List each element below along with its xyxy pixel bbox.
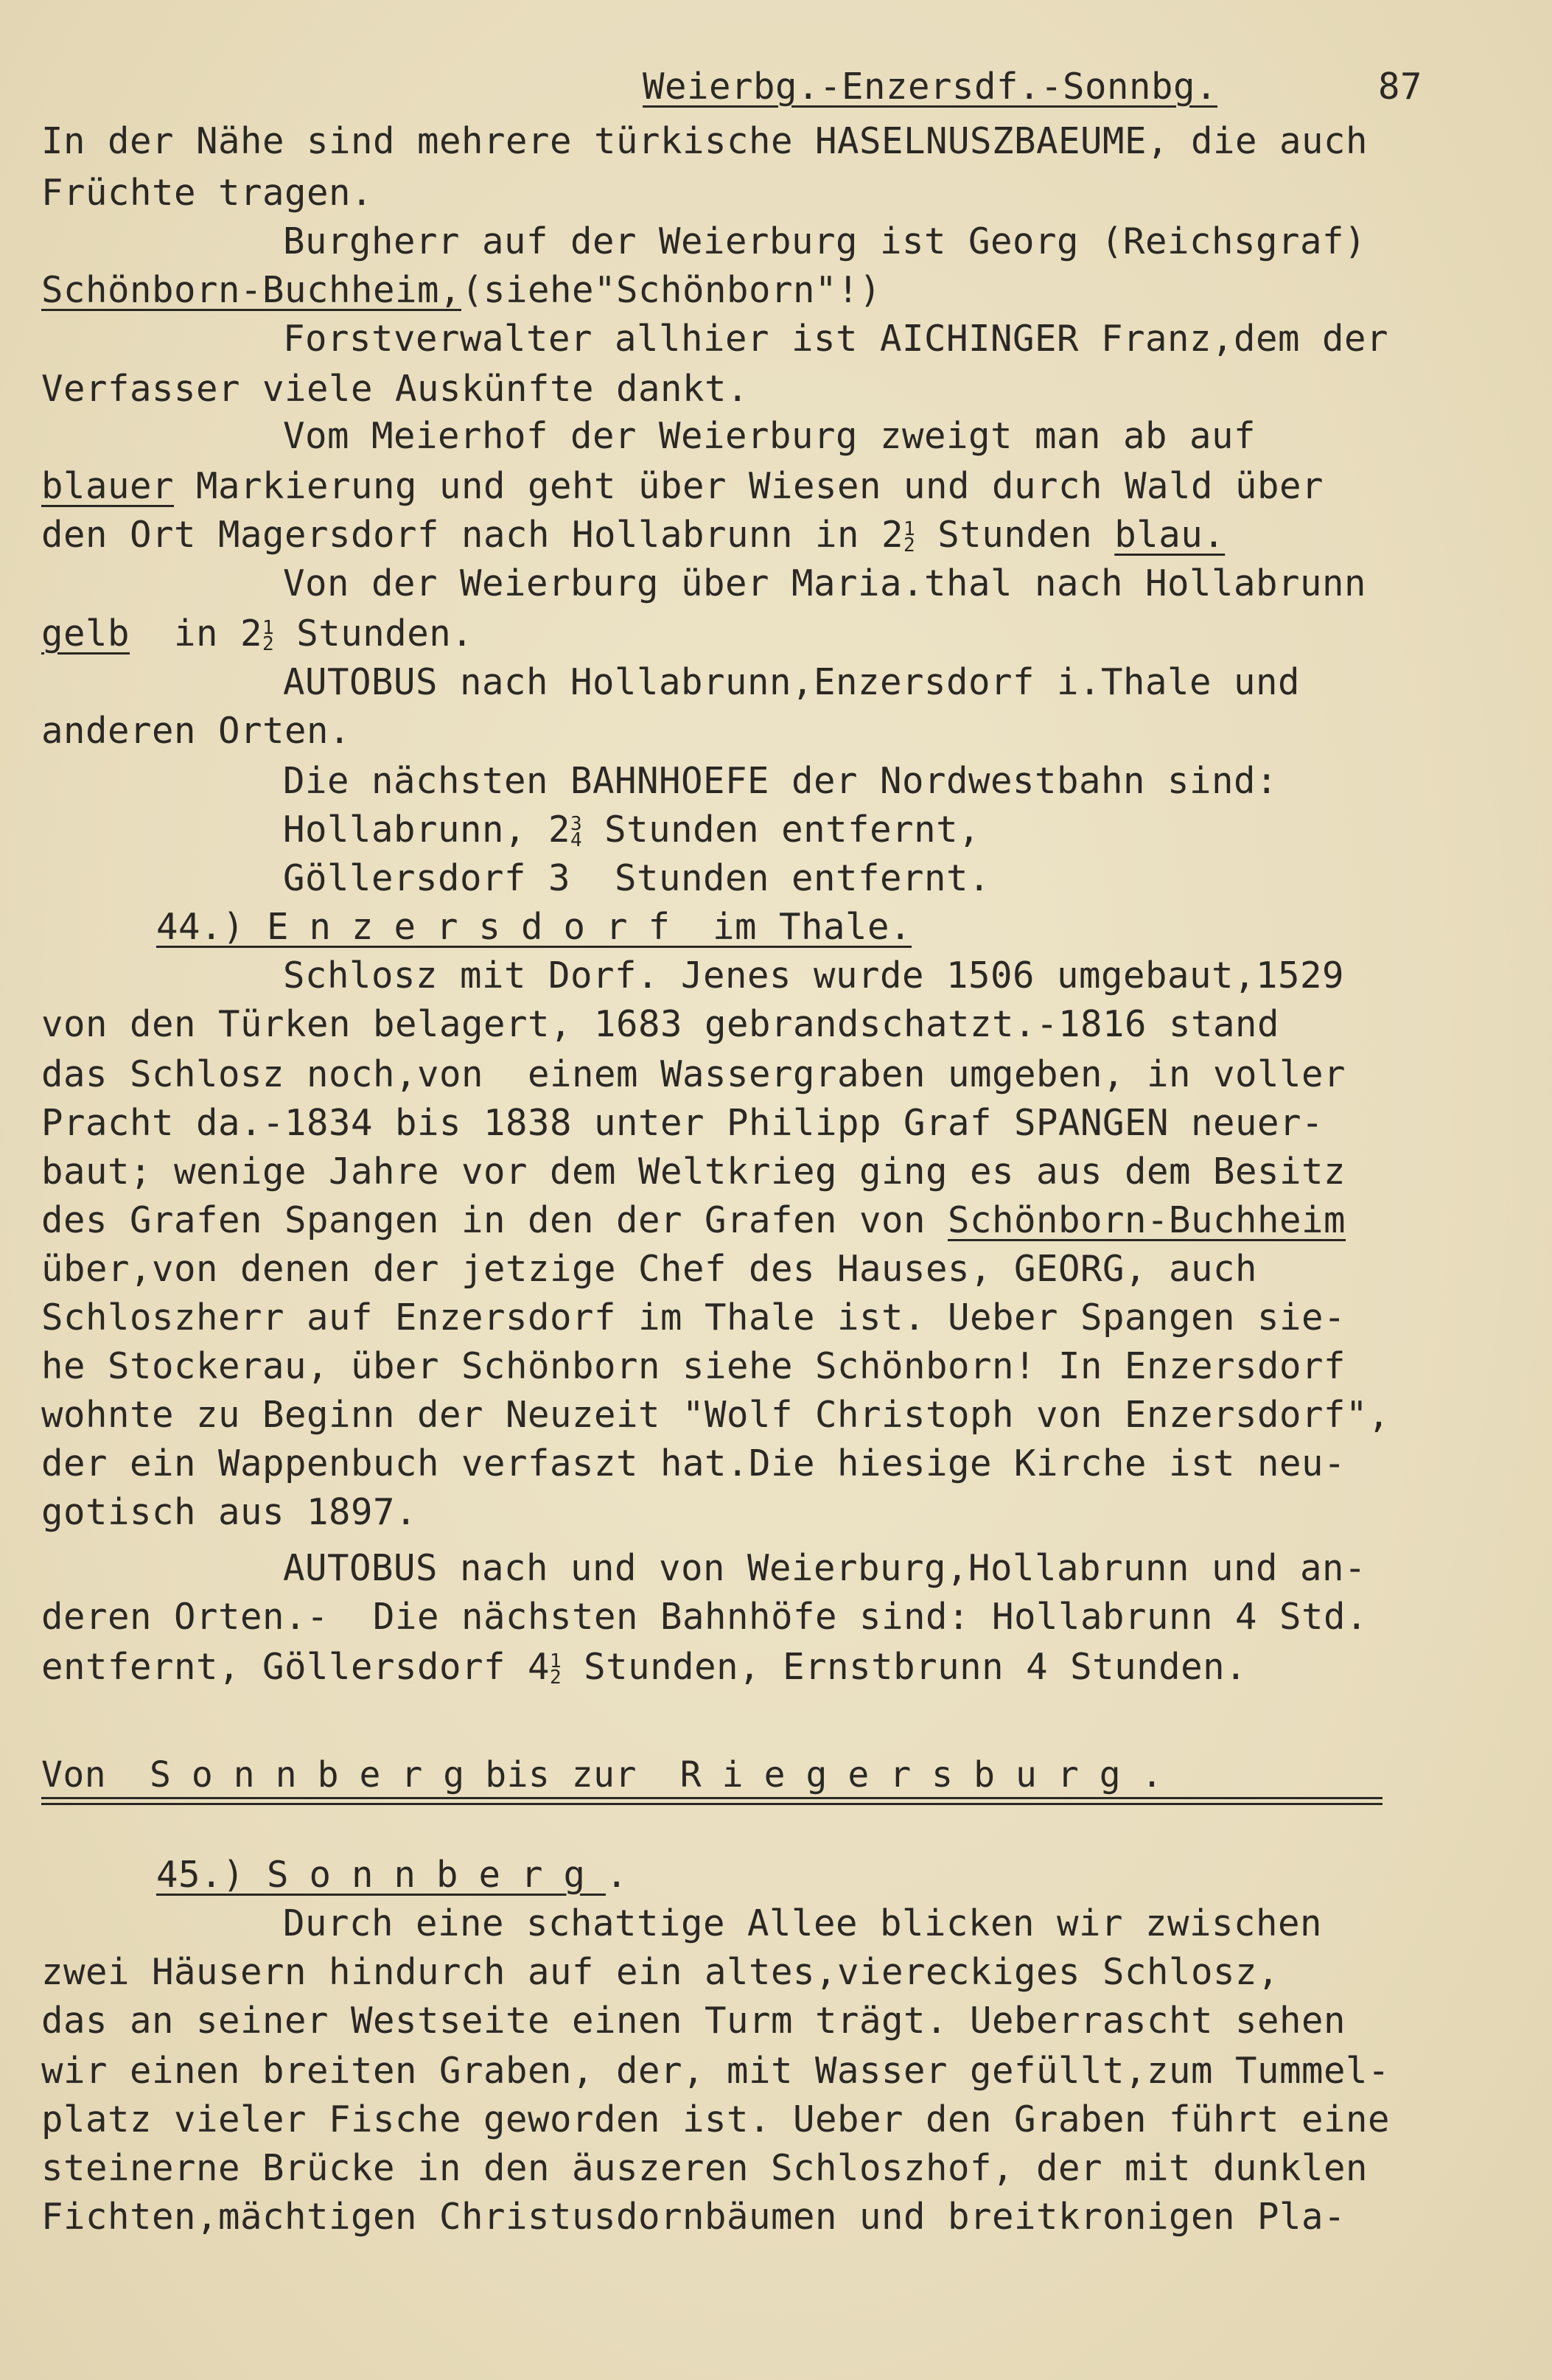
fraction [570,812,583,851]
route-heading-underline-1 [41,1797,1383,1799]
text-line [41,268,881,313]
section-number: 44.) [156,906,268,948]
section-subtitle: im Thale. [691,906,912,948]
text-line: platz vieler Fische geworden ist. Ueber den Graben führt eine [41,2098,1391,2140]
text-fragment: Stunden, Ernstbrunn 4 Stunden. [562,1646,1248,1688]
text-line: der ein Wappenbuch verfaszt hat.Die hiesige Kirche ist neu- [41,1442,1346,1484]
running-title: Weierbg.-Enzersdf.-Sonnbg. [643,66,1218,108]
fraction [550,1650,562,1689]
text-line: Vom Meierhof der Weierburg zweigt man ab auf [283,415,1256,457]
text-fragment: (siehe"Schönborn"!) [461,269,882,311]
text-line: steinerne Brücke in den äuszeren Schloszhof, der mit dunklen [41,2147,1369,2189]
text-line: Pracht da.-1834 bis 1838 unter Philipp Graf SPANGEN neuer- [41,1102,1324,1144]
text-fragment: Stunden. [274,613,474,655]
text-line: he Stockerau, über Schönborn siehe Schönborn! In Enzersdorf [41,1345,1346,1387]
section-number: 45.) [156,1854,268,1896]
section-heading-45 [156,1853,628,1897]
text-line: Forstverwalter allhier ist AICHINGER Franz,dem der [283,318,1389,360]
route-period: . [1141,1754,1164,1796]
text-line: zwei Häusern hindurch auf ein altes,viereckiges Schlosz, [41,1951,1280,1993]
text-line: über,von denen der jetzige Chef des Hauses, GEORG, auch [41,1248,1258,1290]
text-line: baut; wenige Jahre vor dem Weltkrieg ging es aus dem Besitz [41,1151,1346,1193]
route-heading [41,1753,1163,1797]
marking-yellow: gelb [41,613,130,655]
text-line: In der Nähe sind mehrere türkische HASELNUSZBAEUME, die auch [41,120,1369,162]
route-origin: Sonnberg [150,1754,486,1796]
text-fragment: des Grafen Spangen in den der Grafen von [41,1199,948,1241]
text-line [283,808,980,852]
fraction [262,616,275,655]
text-line: Durch eine schattige Allee blicken wir zwischen [283,1902,1323,1944]
page-number: 87 [1378,66,1423,108]
text-fragment: Hollabrunn, 2 [283,809,571,851]
text-line [41,513,1225,557]
text-line: Göllersdorf 3 Stunden entfernt. [283,857,991,899]
text-line: AUTOBUS nach und von Weierburg,Hollabrunn und an- [283,1547,1367,1589]
text-line [41,612,473,656]
text-line: das Schlosz noch,von einem Wassergraben umgeben, in voller [41,1053,1346,1095]
text-line [41,464,1324,509]
text-line: Von der Weierburg über Maria.thal nach Hollabrunn [283,562,1367,604]
text-line: Schlosz mit Dorf. Jenes wurde 1506 umgebaut,1529 [283,955,1345,997]
fraction-numerator: 1 [262,616,275,639]
text-line: Verfasser viele Auskünfte dankt. [41,368,749,410]
text-line: das an seiner Westseite einen Turm trägt. Ueberrascht sehen [41,2000,1346,2042]
section-title: Sonnberg [267,1854,607,1896]
section-title: Enzersdorf [267,906,691,948]
text-line: Die nächsten BAHNHOEFE der Nordwestbahn sind: [283,760,1279,802]
text-line: wir einen breiten Graben, der, mit Wasser gefüllt,zum Tummel- [41,2050,1391,2092]
text-line: deren Orten.- Die nächsten Bahnhöfe sind: Hollabrunn 4 Std. [41,1596,1369,1638]
fraction-numerator: 1 [903,517,916,540]
fraction-denominator: 2 [550,1666,562,1689]
text-line: von den Türken belagert, 1683 gebrandschatzt.-1816 stand [41,1003,1280,1045]
text-fragment: Stunden entfernt, [582,809,981,851]
text-line: Schloszherr auf Enzersdorf im Thale ist. Ueber Spangen sie- [41,1297,1346,1339]
route-to: bis zur [485,1754,637,1796]
underlined-name: Schönborn-Buchheim, [41,269,462,311]
fraction-numerator: 1 [550,1650,562,1672]
fraction-denominator: 4 [570,828,583,851]
text-line: Fichten,mächtigen Christusdornbäumen und breitkronigen Pla- [41,2196,1346,2238]
route-from: Von [41,1754,107,1796]
fraction-denominator: 2 [903,534,916,556]
text-fragment: in 2 [130,613,263,655]
marking-blue: blau. [1114,514,1226,556]
text-line: wohnte zu Beginn der Neuzeit "Wolf Christoph von Enzersdorf", [41,1394,1391,1436]
text-line: Burgherr auf der Weierburg ist Georg (Reichsgraf) [283,220,1367,262]
marking-blue: blauer [41,465,175,507]
fraction [903,517,916,556]
text-line [41,1198,1346,1243]
text-fragment: Markierung und geht über Wiesen und durch Wald über [174,465,1324,507]
underlined-name: Schönborn-Buchheim [948,1199,1346,1241]
text-fragment: Stunden [915,514,1115,556]
section-heading-44 [156,905,912,949]
text-line: gotisch aus 1897. [41,1491,418,1533]
text-fragment: den Ort Magersdorf nach Hollabrunn in 2 [41,514,904,556]
section-period: . [606,1854,629,1896]
route-heading-underline-2 [41,1803,1383,1805]
fraction-denominator: 2 [262,632,275,655]
text-fragment: entfernt, Göllersdorf 4 [41,1646,550,1688]
route-destination: Riegersburg [679,1754,1142,1796]
text-line [41,1645,1247,1689]
fraction-numerator: 3 [570,812,583,835]
text-line: AUTOBUS nach Hollabrunn,Enzersdorf i.Thale und [283,661,1301,703]
text-line: anderen Orten. [41,710,352,752]
text-line: Früchte tragen. [41,172,374,214]
